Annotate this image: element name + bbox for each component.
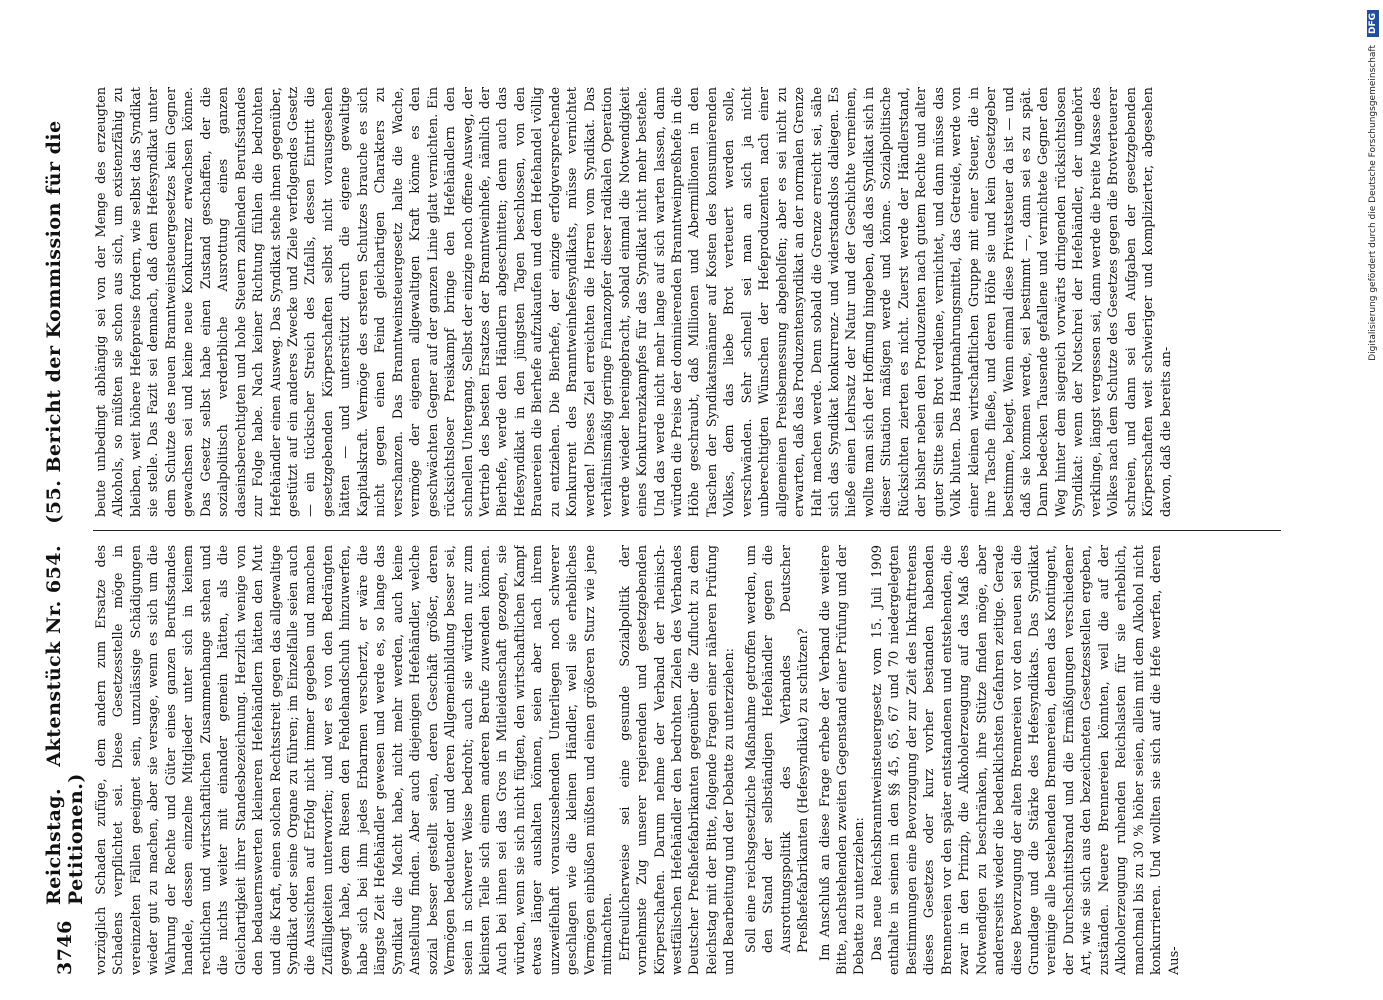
left-text-column xyxy=(93,545,1285,975)
dfg-logo: DFG xyxy=(1367,10,1379,37)
publication-name: Reichstag. xyxy=(43,787,65,905)
right-text-column xyxy=(93,87,1285,517)
page-number: 3746 xyxy=(54,920,76,975)
running-header xyxy=(45,75,85,975)
paragraph: beute unbedingt abhängig sei von der Menge des erzeugten Alkohols, so müßten sie schon aus sich, um existenzfähig zu bleiben, weit höhere Hefepreise fordern, wie selbst das Syndikat sie stelle. Das Fazit sei demnach, daß dem Hefesyndikat unter dem Schutze des neuen Branntweinsteuergesetzes kein Gegner gewachsen sei und keine neue Konkurrenz erwachsen könne. Das Gesetz selbst habe einen Zustand geschaffen, der die sozialpolitisch verderbliche Ausrottung eines ganzen daseinsberechtigten und hohe Steuern zahlenden Berufsstandes zur Folge habe. Nach keiner Richtung fühlen die bedrohten Hefehändler einen Ausweg. Das Syndikat stehe ihnen gegenüber, gestützt auf ein anderes Zwecke und Ziele verfolgendes Gesetz — ein tückischer Streich des Zufalls, dessen Eintritt die gesetzgebenden Körperschaften selbst nicht vorausgesehen hätten — und unterstützt durch die eigene gewaltige Kapitalskraft. Vermöge des ersteren Schutzes brauche es sich nicht gegen einen Feind gleichartigen Charakters zu verschanzen. Das Branntweinsteuergesetz halte die Wache, vermöge der eigenen allgewaltigen Kraft könne es den geschwächten Gegner auf der ganzen Linie glatt vernichten. Ein rücksichtsloser Preiskampf bringe den Hefehändlern den schnellen Untergang. Selbst der einzige noch offene Ausweg, der Vertrieb des besten Ersatzes der Branntweinhefe, nämlich der Bierhefe, werde den Händlern abgeschnitten; denn auch das Hefesyndikat in den jüngsten Tagen beschlossen, von den Brauereien die Bierhefe aufzukaufen und dem Hefehandel völlig zu entziehen. Die Bierhefe, der einzige erfolgversprechende Konkurrent des Branntweinhefesyndikats, müsse vernichtet werden! Dieses Ziel erreichten die Herren vom Syndikat. Das verhältnismäßig geringe Finanzopfer dieser radikalen Operation werde wieder hereingebracht, sobald einmal die Notwendigkeit eines Konkurrenzkampfes für das Syndikat nicht mehr bestehe. Und das werde nicht mehr lange auf sich warten lassen, dann würden die Preise der dominierenden Branntweinpreßhefe in die Höhe geschraubt, daß Millionen und Abermillionen in den Taschen der Syndikatsmänner auf Kosten des konsumierenden Volkes, dem das liebe Brot verteuert werden solle, verschwänden. Sehr schnell sei man an sich ja nicht unberechtigten Wünschen der Hefeproduzenten nach einer allgemeinen Preisbemessung abgeholfen; aber es sei nicht zu erwarten, daß das Produzentensyndikat an der normalen Grenze Halt machen werde. Denn sobald die Grenze erreicht sei, sähe sich das Syndikat konkurrenz- und widerstandslos daliegen. Es hieße einen Lehrsatz der Natur und der Geschichte verneinen, wollte man sich der Hoffnung hingeben, daß das Syndikat sich in dieser Situation mäßigen werde und könne. Sozialpolitische Rücksichten zierten es nicht. Zuerst werde der Händlerstand, der bisher neben den Produzenten nach gutem Rechte und alter guter Sitte sein Brot verdiene, vernichtet, und dann müsse das Volk bluten. Das Hauptnahrungsmittel, das Getreide, werde von einer kleinen wirtschaftlichen Gruppe mit einer Steuer, die in ihre Tasche fließe, und deren Höhe sie und kein Gesetzgeber bestimme, belegt. Wenn einmal diese Privatsteuer da ist — und daß sie kommen werde, sei bestimmt —, dann sei es zu spät. Dann bedecken Tausende gefallene und vernichtete Gegner den Weg hinter dem siegreich vorwärts dringenden rücksichtslosen Syndikat: wenn der Notschrei der Hefehändler, der ungehört verklinge, längst vergessen sei, dann werde die breite Masse des Volkes nach dem Schutze des Gesetzes gegen die Brotverteuerer schreien, und dann sei den Aufgaben der gesetzgebenden Körperschaften weit schwieriger und komplizierter, abgesehen davon, daß die bereits an- xyxy=(94,87,1174,517)
column-divider xyxy=(93,530,1281,531)
section-title: (55. Bericht der Kommission für die Petitionen.) xyxy=(43,120,87,905)
rotated-page-content xyxy=(45,75,1295,975)
petition-question: Soll eine reichsgesetzliche Maßnahme getroffen werden, um den Stand der selbständigen Hefehändler gegen die Ausrottungspolitik des Verbandes Deutscher Preßhefefabrikanten (Hefesyndikat) zu schützen? xyxy=(743,545,812,953)
paragraph: vorzüglich Schaden zufüge, dem andern zum Ersatze des Schadens verpflichtet sei. Diese Gesetzesstelle möge in vereinzelten Fällen geeignet sein, unzulässige Schädigungen wieder gut zu machen, aber sie versage, wenn es sich um die Wahrung der Rechte und Güter eines ganzen Berufsstandes handele, dessen einzelne Mitglieder unter sich in keinem rechtlichen und wirtschaftlichen Zusammenhange stehen und die nichts weiter mit einander gemein hätten, als die Gleichartigkeit ihrer Standesbezeichnung. Herzlich wenige von den bedauernswerten kleineren Hefehändlern hätten den Mut und die Kraft, einen solchen Rechtsstreit gegen das allgewaltige Syndikat oder seine Organe zu führen; im Einzelfalle seien auch die Aussichten auf Erfolg nicht immer gegeben und manchen Zufälligkeiten unterworfen; und wer es von den Bedrängten gewagt habe, dem Riesen den Fehdehandschuh hinzuwerfen, habe sich bei ihm jedes Erbarmen verscherzt, er wäre die längste Zeit Hefehändler gewesen und werde es, so lange das Syndikat die Macht habe, nicht mehr werden, auch keine Anstellung finden. Aber auch diejenigen Hefehändler, welche sozial besser gestellt seien, deren Geschäft größer, deren Vermögen bedeutender und deren Allgemeinbildung besser sei, seien in schwerer Weise bedroht; auch sie würden nur zum kleinsten Teile sich einem anderen Berufe zuwenden können. Auch bei ihnen sei das Gros in Mitleidenschaft gezogen, sie würden, wenn sie sich nicht fügten, den wirtschaftlichen Kampf etwas länger aushalten können, seien aber nach ihrem unzweifelhaft vorauszusehenden Unterliegen noch schwerer geschlagen wie die kleinen Händler, weil sie erhebliches Vermögen einbüßen müßten und einen größeren Sturz wie jene mitmachten. xyxy=(94,545,616,975)
paragraph: Im Anschluß an diese Frage erhebe der Verband die weitere Bitte, nachstehenden zweiten Gegenstand einer Prüfung und der Debatte zu unterziehen: xyxy=(817,545,868,975)
paragraph: Erfreulicherweise sei eine gesunde Sozialpolitik der vornehmste Zug unserer regierenden und gesetzgebenden Körperschaften. Darum nehme der Verband der rheinisch-westfälischen Hefehändler den bedrohten Zielen des Verbandes Deutscher Preßhefefabrikanten gegenüber die Zuflucht zu dem Reichstag mit der Bitte, folgende Fragen einer näheren Prüfung und Bearbeitung und der Debatte zu unterziehen: xyxy=(617,545,738,975)
credit-text: Digitalisierung gefördert durch die Deutsche Forschungsgemeinschaft xyxy=(1368,45,1378,361)
digitization-credit xyxy=(1366,10,1380,990)
paragraph: Das neue Reichsbranntweinsteuergesetz vom 15. Juli 1909 enthalte in seinen in den §§ 45, 65, 67 und 70 niedergelegten Bestimmungen eine Bevorzugung der zur Zeit des Inkrafttretens dieses Gesetzes oder kurz vorher bestanden habenden Brennereien vor den später entstandenen und entstehenden, die zwar in den Prinzip, die Alkoholerzeugung auf das Maß des Notwendigen zu beschränken, ihre Stütze finden möge, aber andererseits wieder die bedenklichsten Gefahren zeitige. Gerade diese Bevorzugung der alten Brennereien vor den neuen sei die Grundlage und die Stärke des Hefesyndikats. Das Syndikat vereinige alle bestehenden Brennereien, denen das Kontingent, der Durchschnittsbrand und die Ermäßigungen verschiedener Art, wie sie sich aus den bezeichneten Gesetzesstellen ergeben, zuständen. Neuere Brennereien könnten, weil die auf der Alkoholerzeugung ruhenden Reichslasten für sie erheblich, manchmal bis zu 30 % höher seien, allein mit dem Alkohol nicht konkurrieren. Und wollten sie sich auf die Hefe werfen, deren Aus- xyxy=(869,545,1182,975)
document-number: Aktenstück Nr. 654. xyxy=(43,544,65,767)
running-title xyxy=(43,75,87,905)
